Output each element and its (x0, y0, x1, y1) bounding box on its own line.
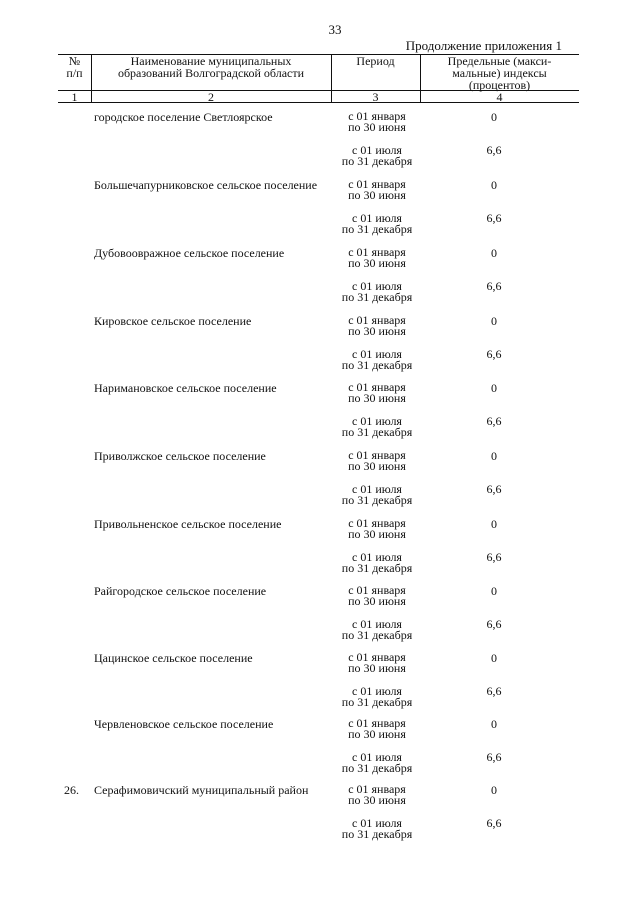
period-second-half (332, 818, 422, 840)
period-start: с 01 июля (352, 143, 402, 157)
period-end: по 31 декабря (341, 222, 413, 236)
municipality-name: Кировское сельское поселение (94, 314, 252, 328)
period-first-half (332, 111, 422, 133)
period-start: с 01 января (348, 583, 406, 597)
period-first-half (332, 247, 422, 269)
index-first-half: 0 (491, 381, 497, 395)
period-second-half (332, 484, 422, 506)
period-start: с 01 июля (352, 347, 402, 361)
period-start: с 01 января (348, 716, 406, 730)
period-start: с 01 января (348, 177, 406, 191)
municipality-name: Червленовское сельское поселение (94, 717, 274, 731)
period-end: по 31 декабря (341, 561, 413, 575)
period-start: с 01 июля (352, 684, 402, 698)
period-first-half (332, 450, 422, 472)
index-second-half: 6,6 (486, 684, 502, 698)
period-end: по 31 декабря (341, 493, 413, 507)
municipality-name: Приволжское сельское поселение (94, 449, 266, 463)
period-end: по 31 декабря (341, 290, 413, 304)
index-second-half: 6,6 (486, 550, 502, 564)
continuation-title: Продолжение приложения 1 (405, 38, 562, 53)
period-start: с 01 июля (352, 617, 402, 631)
period-end: по 30 июня (348, 527, 406, 541)
period-end: по 31 декабря (341, 358, 413, 372)
period-first-half (332, 585, 422, 607)
period-start: с 01 января (348, 448, 406, 462)
index-first-half: 0 (491, 517, 497, 531)
period-second-half (332, 281, 422, 303)
header-col-number-2: 2 (208, 90, 214, 104)
period-second-half (332, 213, 422, 235)
index-second-half: 6,6 (486, 816, 502, 830)
page-number: 33 (328, 22, 342, 37)
header-index-column: Предельные (макси- мальные) индексы (процентов) (447, 54, 552, 92)
period-first-half (332, 518, 422, 540)
row-number: 26. (64, 783, 79, 797)
period-end: по 30 июня (348, 793, 406, 807)
table-row (0, 718, 640, 786)
period-start: с 01 января (348, 313, 406, 327)
index-second-half: 6,6 (486, 211, 502, 225)
period-second-half (332, 145, 422, 167)
period-start: с 01 июля (352, 750, 402, 764)
index-first-half: 0 (491, 717, 497, 731)
index-second-half: 6,6 (486, 347, 502, 361)
table-row (0, 179, 640, 247)
period-start: с 01 января (348, 380, 406, 394)
period-end: по 30 июня (348, 391, 406, 405)
period-end: по 30 июня (348, 661, 406, 675)
table-row (0, 450, 640, 518)
period-first-half (332, 382, 422, 404)
period-first-half (332, 652, 422, 674)
index-second-half: 6,6 (486, 414, 502, 428)
header-name-column: Наименование муниципальных образований Волгоградской области (117, 54, 305, 80)
period-start: с 01 января (348, 245, 406, 259)
period-first-half (332, 784, 422, 806)
municipality-name: городское поселение Светлоярское (94, 110, 273, 124)
period-second-half (332, 752, 422, 774)
table-row (0, 111, 640, 179)
period-start: с 01 января (348, 650, 406, 664)
period-end: по 31 декабря (341, 425, 413, 439)
period-end: по 30 июня (348, 594, 406, 608)
period-end: по 31 декабря (341, 154, 413, 168)
header-col-number-1: 1 (71, 90, 78, 104)
period-end: по 30 июня (348, 188, 406, 202)
period-end: по 31 декабря (341, 628, 413, 642)
period-first-half (332, 179, 422, 201)
period-end: по 30 июня (348, 324, 406, 338)
municipality-name: Серафимовичский муниципальный район (94, 783, 309, 797)
header-number-column: № п/п (66, 54, 83, 80)
index-second-half: 6,6 (486, 750, 502, 764)
table-row (0, 382, 640, 450)
municipality-name: Цацинское сельское поселение (94, 651, 253, 665)
table-row (0, 247, 640, 315)
period-end: по 30 июня (348, 459, 406, 473)
index-first-half: 0 (491, 110, 497, 124)
index-second-half: 6,6 (486, 617, 502, 631)
index-first-half: 0 (491, 178, 497, 192)
period-start: с 01 июля (352, 414, 402, 428)
header-period-column: Период (356, 54, 395, 68)
municipality-name: Дубовоовражное сельское поселение (94, 246, 285, 260)
period-end: по 30 июня (348, 727, 406, 741)
municipality-name: Райгородское сельское поселение (94, 584, 267, 598)
municipality-name: Большечапурниковское сельское поселение (94, 178, 318, 192)
period-end: по 30 июня (348, 120, 406, 134)
period-first-half (332, 718, 422, 740)
index-first-half: 0 (491, 783, 497, 797)
municipality-name: Привольненское сельское поселение (94, 517, 282, 531)
period-start: с 01 января (348, 516, 406, 530)
period-end: по 31 декабря (341, 827, 413, 841)
table-row (0, 784, 640, 852)
header-col-number-3: 3 (372, 90, 379, 104)
period-start: с 01 июля (352, 816, 402, 830)
period-start: с 01 июля (352, 279, 402, 293)
index-first-half: 0 (491, 651, 497, 665)
index-first-half: 0 (491, 246, 497, 260)
period-second-half (332, 416, 422, 438)
period-start: с 01 января (348, 109, 406, 123)
period-end: по 30 июня (348, 256, 406, 270)
index-first-half: 0 (491, 314, 497, 328)
municipality-name: Наримановское сельское поселение (94, 381, 277, 395)
period-start: с 01 июля (352, 482, 402, 496)
index-second-half: 6,6 (486, 143, 502, 157)
index-first-half: 0 (491, 584, 497, 598)
index-second-half: 6,6 (486, 279, 502, 293)
index-first-half: 0 (491, 449, 497, 463)
period-end: по 31 декабря (341, 761, 413, 775)
period-start: с 01 июля (352, 211, 402, 225)
table-header (58, 54, 579, 103)
table-row (0, 585, 640, 653)
table-row (0, 652, 640, 720)
table-row (0, 315, 640, 383)
period-second-half (332, 619, 422, 641)
period-start: с 01 июля (352, 550, 402, 564)
period-start: с 01 января (348, 782, 406, 796)
period-second-half (332, 686, 422, 708)
period-first-half (332, 315, 422, 337)
period-second-half (332, 349, 422, 371)
period-end: по 31 декабря (341, 695, 413, 709)
table-row (0, 518, 640, 586)
index-second-half: 6,6 (486, 482, 502, 496)
header-col-number-4: 4 (496, 90, 503, 104)
period-second-half (332, 552, 422, 574)
